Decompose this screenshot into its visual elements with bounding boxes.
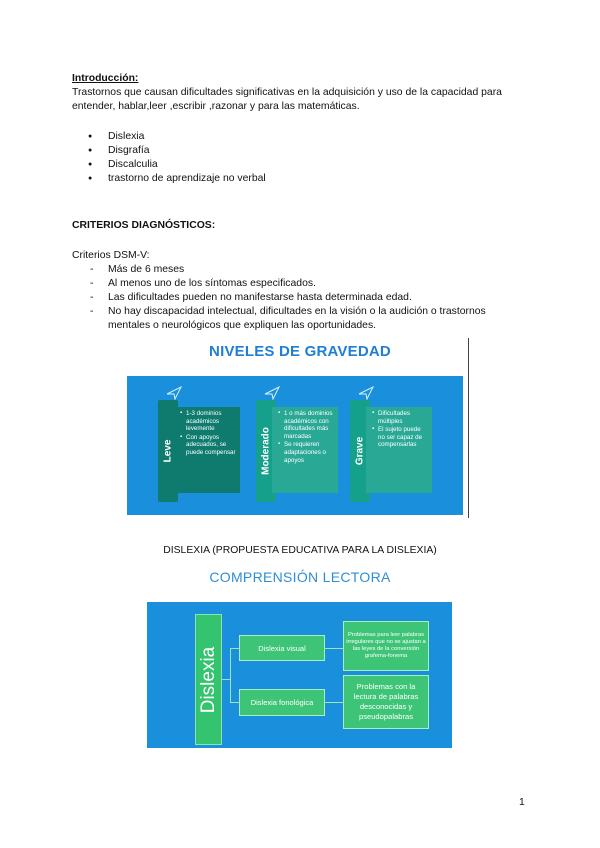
severity-title: NIVELES DE GRAVEDAD	[209, 343, 391, 360]
level-moderado-box	[272, 407, 338, 493]
send-icon	[358, 386, 374, 400]
criteria-list	[90, 263, 530, 333]
phonological-dyslexia-desc	[343, 675, 429, 729]
connector-line	[222, 679, 230, 680]
level-point: ▪ El sujeto puede no ser capaz de compensarlas	[378, 426, 428, 449]
connector-line	[325, 648, 343, 649]
level-point: ▪ Dificultades múltiples	[378, 410, 428, 425]
visual-dyslexia-desc	[343, 621, 429, 671]
level-leve-box	[174, 407, 240, 493]
connector-line	[230, 648, 239, 649]
dyslexia-type-desc: Problemas para leer palabras irregulares que no se ajustan a las leyes de la conversión grafema-fonema	[346, 632, 426, 659]
level-point: ▪ 1 o más dominios académicos con dificultades más marcadas	[284, 410, 334, 440]
level-grave-box	[366, 407, 432, 493]
dyslexia-type-name: Dislexia fonológica	[250, 698, 314, 707]
list-item: - No hay discapacidad intelectual, dificultades en la visión o la audición o trastornos mentales o neurológicos que expliquen las oportunidades.	[90, 305, 530, 333]
connector-line	[325, 702, 343, 703]
send-icon	[264, 386, 280, 400]
phonological-dyslexia-box	[239, 689, 325, 716]
divider-line	[468, 338, 469, 518]
disorder-list	[88, 130, 266, 186]
level-point: ▪ Se requieren adaptaciones o apoyos	[284, 441, 334, 464]
list-item: ● Disgrafía	[88, 144, 266, 158]
criteria-heading: CRITERIOS DIAGNÓSTICOS:	[72, 220, 216, 231]
level-name: Grave	[354, 436, 366, 466]
list-item: ● Dislexia	[88, 130, 266, 144]
list-item: - Al menos uno de los síntomas especificados.	[90, 277, 530, 291]
dyslexia-label-tab	[195, 614, 222, 745]
connector-line	[230, 702, 239, 703]
reading-comprehension-title: COMPRENSIÓN LECTORA	[209, 569, 391, 585]
connector-line	[230, 648, 231, 703]
intro-paragraph: Trastornos que causan dificultades significativas en la adquisición y uso de la capacidad para entender, hablar,leer ,escribir ,razonar y para las matemáticas.	[72, 87, 502, 112]
level-point: ▪ 1-3 dominios académicos levemente	[186, 410, 236, 433]
dyslexia-label: Dislexia	[197, 646, 219, 713]
level-name: Moderado	[260, 427, 272, 475]
send-icon	[166, 386, 182, 400]
dyslexia-section-title: DISLEXIA (PROPUESTA EDUCATIVA PARA LA DISLEXIA)	[163, 545, 437, 556]
visual-dyslexia-box	[239, 635, 325, 661]
list-item: ● Discalculia	[88, 158, 266, 172]
intro-heading: Introducción:	[72, 73, 139, 84]
level-name: Leve	[162, 439, 174, 463]
list-item: - Las dificultades pueden no manifestarse hasta determinada edad.	[90, 291, 530, 305]
dyslexia-type-name: Dislexia visual	[258, 643, 306, 653]
dsm-subheading: Criterios DSM-V:	[72, 250, 150, 261]
list-item: - Más de 6 meses	[90, 263, 530, 277]
page-number: 1	[519, 797, 525, 808]
level-point: ▪ Con apoyos adecuados, se puede compensar	[186, 434, 236, 457]
dyslexia-type-desc: Problemas con la lectura de palabras desconocidas y pseudopalabras	[353, 682, 419, 721]
list-item: ● trastorno de aprendizaje no verbal	[88, 172, 266, 186]
